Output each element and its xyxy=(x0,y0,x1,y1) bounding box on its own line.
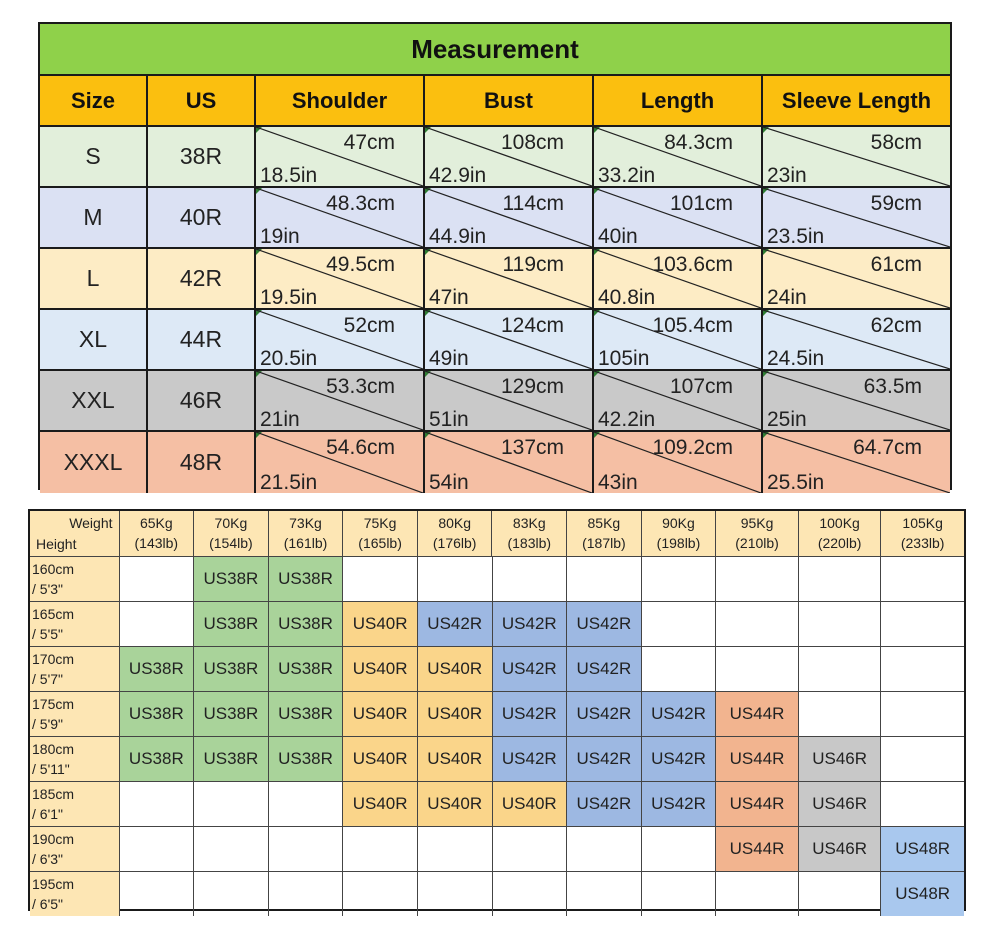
size-recommendation-cell: US42R xyxy=(567,782,642,826)
height-label xyxy=(30,872,120,916)
us-size-cell: 46R xyxy=(148,371,256,430)
size-recommendation-cell: US40R xyxy=(493,782,568,826)
size-recommendation-cell xyxy=(799,647,882,691)
weight-header xyxy=(492,511,567,556)
value-inch: 18.5in xyxy=(260,164,318,187)
size-recommendation-cell: US38R xyxy=(194,692,269,736)
value-cm: 48.3cm xyxy=(326,192,395,215)
value-inch: 20.5in xyxy=(260,347,318,370)
value-inch: 24in xyxy=(767,286,807,309)
size-recommendation-cell: US46R xyxy=(799,782,882,826)
value-cm: 103.6cm xyxy=(652,253,733,276)
weight-lb: (161lb) xyxy=(283,535,328,551)
measurement-row xyxy=(40,127,950,188)
height-cm: 175cm xyxy=(32,696,75,712)
measurement-cell xyxy=(594,310,763,369)
measurement-cell xyxy=(763,432,950,493)
size-recommendation-cell xyxy=(418,557,493,601)
value-inch: 19in xyxy=(260,225,300,248)
weight-header xyxy=(269,511,344,556)
size-recommendation-cell: US42R xyxy=(493,602,568,646)
size-recommendation-cell: US40R xyxy=(343,647,418,691)
size-cell: XXL xyxy=(40,371,148,430)
weight-kg: 90Kg xyxy=(662,515,695,531)
height-cm: 165cm xyxy=(32,606,75,622)
corner-weight-label: Weight xyxy=(69,515,113,531)
size-recommendation-cell xyxy=(881,737,964,781)
size-recommendation-cell: US40R xyxy=(343,737,418,781)
height-cm: 180cm xyxy=(32,741,75,757)
weight-lb: (210lb) xyxy=(735,535,779,551)
size-recommendation-cell xyxy=(493,557,568,601)
size-recommendation-cell xyxy=(716,557,799,601)
value-cm: 49.5cm xyxy=(326,253,395,276)
height-ft: / 6'3" xyxy=(32,851,63,867)
value-inch: 23in xyxy=(767,164,807,187)
weight-kg: 80Kg xyxy=(438,515,472,531)
size-recommendation-cell: US42R xyxy=(418,602,493,646)
header-bust: Bust xyxy=(425,76,594,125)
value-inch: 25in xyxy=(767,408,807,431)
value-inch: 21.5in xyxy=(260,471,318,494)
height-row xyxy=(30,737,964,782)
size-recommendation-cell xyxy=(493,872,568,916)
size-recommendation-cell xyxy=(642,827,717,871)
weight-header xyxy=(881,511,964,556)
measurement-cell xyxy=(256,371,425,430)
weight-lb: (233lb) xyxy=(900,535,945,551)
size-cell: S xyxy=(40,127,148,186)
height-ft: / 5'7" xyxy=(32,671,63,687)
weight-header xyxy=(120,511,195,556)
size-cell: XXXL xyxy=(40,432,148,493)
size-recommendation-cell xyxy=(269,872,344,916)
size-chart-header-row xyxy=(30,511,964,557)
value-cm: 62cm xyxy=(870,314,922,337)
measurement-cell xyxy=(256,127,425,186)
size-recommendation-cell xyxy=(567,827,642,871)
weight-kg: 75Kg xyxy=(363,515,397,531)
measurement-title: Measurement xyxy=(40,24,950,76)
value-cm: 119cm xyxy=(502,253,564,276)
measurement-cell xyxy=(425,371,594,430)
us-size-cell: 48R xyxy=(148,432,256,493)
value-cm: 108cm xyxy=(500,131,564,154)
measurement-cell xyxy=(594,371,763,430)
us-size-cell: 42R xyxy=(148,249,256,308)
height-label xyxy=(30,647,120,691)
height-label xyxy=(30,827,120,871)
weight-lb: (220lb) xyxy=(817,535,862,551)
size-recommendation-cell: US38R xyxy=(120,692,195,736)
measurement-cell xyxy=(256,188,425,247)
size-recommendation-cell: US42R xyxy=(567,602,642,646)
value-cm: 54.6cm xyxy=(326,436,395,459)
size-recommendation-cell xyxy=(194,827,269,871)
weight-lb: (143lb) xyxy=(134,535,179,551)
height-row xyxy=(30,557,964,602)
size-recommendation-cell: US48R xyxy=(881,872,964,916)
value-cm: 129cm xyxy=(500,375,564,398)
value-inch: 40.8in xyxy=(598,286,656,309)
size-recommendation-cell: US38R xyxy=(269,692,344,736)
height-ft: / 6'5" xyxy=(32,896,63,912)
height-cm: 190cm xyxy=(32,831,75,847)
value-cm: 114cm xyxy=(502,192,564,215)
value-inch: 43in xyxy=(598,471,638,494)
value-inch: 54in xyxy=(429,471,469,494)
size-cell: L xyxy=(40,249,148,308)
size-recommendation-cell xyxy=(567,557,642,601)
size-recommendation-cell xyxy=(799,872,882,916)
weight-lb: (154lb) xyxy=(209,535,253,551)
size-recommendation-cell: US42R xyxy=(493,647,568,691)
size-recommendation-cell xyxy=(716,872,799,916)
size-recommendation-cell: US42R xyxy=(493,737,568,781)
size-recommendation-cell xyxy=(716,647,799,691)
size-recommendation-cell: US38R xyxy=(269,602,344,646)
size-recommendation-cell xyxy=(642,602,717,646)
size-recommendation-cell xyxy=(799,602,882,646)
size-recommendation-cell xyxy=(269,782,344,826)
size-recommendation-cell xyxy=(343,827,418,871)
value-inch: 42.9in xyxy=(429,164,487,187)
value-inch: 23.5in xyxy=(767,225,825,248)
size-cell: M xyxy=(40,188,148,247)
size-recommendation-cell xyxy=(418,827,493,871)
weight-kg: 100Kg xyxy=(819,515,860,531)
us-size-cell: 44R xyxy=(148,310,256,369)
height-ft: / 5'3" xyxy=(32,581,63,597)
size-recommendation-cell: US38R xyxy=(269,557,344,601)
weight-kg: 70Kg xyxy=(214,515,248,531)
size-recommendation-cell: US42R xyxy=(567,737,642,781)
measurement-cell xyxy=(763,371,950,430)
size-chart-corner xyxy=(30,511,120,556)
value-inch: 25.5in xyxy=(767,471,825,494)
measurement-cell xyxy=(594,432,763,493)
value-inch: 24.5in xyxy=(767,347,825,370)
size-chart-grid xyxy=(28,509,966,911)
size-recommendation-cell: US38R xyxy=(269,737,344,781)
size-recommendation-cell xyxy=(418,872,493,916)
height-row xyxy=(30,692,964,737)
weight-header xyxy=(799,511,882,556)
size-recommendation-cell: US42R xyxy=(493,692,568,736)
size-recommendation-cell: US42R xyxy=(642,782,717,826)
weight-lb: (165lb) xyxy=(358,535,402,551)
size-recommendation-cell: US42R xyxy=(567,647,642,691)
measurement-body xyxy=(40,127,950,493)
size-recommendation-cell xyxy=(194,782,269,826)
weight-kg: 83Kg xyxy=(512,515,546,531)
value-cm: 59cm xyxy=(870,192,922,215)
value-inch: 40in xyxy=(598,225,638,248)
value-cm: 107cm xyxy=(669,375,733,398)
height-row xyxy=(30,647,964,692)
value-inch: 21in xyxy=(260,408,300,431)
value-cm: 84.3cm xyxy=(664,131,733,154)
weight-lb: (183lb) xyxy=(507,535,552,551)
size-recommendation-cell xyxy=(881,647,964,691)
value-cm: 124cm xyxy=(500,314,564,337)
height-label xyxy=(30,602,120,646)
size-recommendation-cell xyxy=(881,782,964,826)
measurement-table xyxy=(38,22,952,494)
height-row xyxy=(30,872,964,916)
header-length: Length xyxy=(594,76,763,125)
height-ft: / 5'5" xyxy=(32,626,63,642)
weight-kg: 85Kg xyxy=(587,515,621,531)
measurement-cell xyxy=(256,310,425,369)
size-recommendation-cell: US44R xyxy=(716,737,799,781)
height-cm: 170cm xyxy=(32,651,75,667)
measurement-cell xyxy=(425,188,594,247)
value-cm: 61cm xyxy=(870,253,922,276)
weight-header xyxy=(567,511,642,556)
measurement-cell xyxy=(594,127,763,186)
height-label xyxy=(30,692,120,736)
value-cm: 58cm xyxy=(870,131,922,154)
size-recommendation-cell xyxy=(120,602,195,646)
size-recommendation-cell xyxy=(881,557,964,601)
size-recommendation-cell xyxy=(567,872,642,916)
value-inch: 49in xyxy=(429,347,469,370)
weight-kg: 95Kg xyxy=(740,515,774,531)
size-recommendation-cell xyxy=(493,827,568,871)
size-recommendation-cell: US46R xyxy=(799,737,882,781)
measurement-cell xyxy=(763,310,950,369)
corner-height-label: Height xyxy=(36,536,77,552)
value-cm: 105.4cm xyxy=(652,314,733,337)
size-recommendation-cell: US40R xyxy=(343,692,418,736)
size-recommendation-cell: US40R xyxy=(418,782,493,826)
size-recommendation-cell: US40R xyxy=(418,737,493,781)
header-shoulder: Shoulder xyxy=(256,76,425,125)
height-row xyxy=(30,602,964,647)
size-cell: XL xyxy=(40,310,148,369)
size-recommendation-cell xyxy=(799,557,882,601)
size-recommendation-cell xyxy=(642,557,717,601)
weight-header xyxy=(343,511,418,556)
size-recommendation-cell xyxy=(343,557,418,601)
size-recommendation-cell: US42R xyxy=(642,692,717,736)
measurement-cell xyxy=(256,432,425,493)
weight-lb: (176lb) xyxy=(432,535,477,551)
weight-header xyxy=(194,511,269,556)
measurement-cell xyxy=(425,127,594,186)
size-recommendation-cell xyxy=(269,827,344,871)
weight-lb: (187lb) xyxy=(582,535,626,551)
measurement-cell xyxy=(425,310,594,369)
height-row xyxy=(30,782,964,827)
size-recommendation-cell: US40R xyxy=(418,647,493,691)
size-recommendation-cell xyxy=(716,602,799,646)
size-recommendation-cell: US38R xyxy=(194,737,269,781)
height-ft: / 6'1" xyxy=(32,806,63,822)
size-recommendation-cell: US38R xyxy=(194,602,269,646)
measurement-row xyxy=(40,310,950,371)
measurement-row xyxy=(40,249,950,310)
measurement-cell xyxy=(256,249,425,308)
measurement-cell xyxy=(594,188,763,247)
value-inch: 47in xyxy=(429,286,469,309)
size-recommendation-cell xyxy=(642,647,717,691)
height-cm: 185cm xyxy=(32,786,75,802)
value-cm: 52cm xyxy=(343,314,395,337)
us-size-cell: 38R xyxy=(148,127,256,186)
value-inch: 42.2in xyxy=(598,408,656,431)
us-size-cell: 40R xyxy=(148,188,256,247)
size-recommendation-cell xyxy=(194,872,269,916)
measurement-cell xyxy=(763,188,950,247)
measurement-cell xyxy=(425,249,594,308)
size-recommendation-cell xyxy=(120,782,195,826)
weight-header xyxy=(716,511,799,556)
measurement-cell xyxy=(425,432,594,493)
size-recommendation-cell: US40R xyxy=(418,692,493,736)
size-recommendation-cell: US44R xyxy=(716,827,799,871)
measurement-row xyxy=(40,432,950,493)
weight-kg: 73Kg xyxy=(289,515,322,531)
size-recommendation-cell xyxy=(120,827,195,871)
height-label xyxy=(30,782,120,826)
size-recommendation-cell xyxy=(120,557,195,601)
size-recommendation-cell: US48R xyxy=(881,827,964,871)
height-cm: 160cm xyxy=(32,561,75,577)
size-recommendation-cell: US44R xyxy=(716,692,799,736)
size-recommendation-cell: US40R xyxy=(343,602,418,646)
value-inch: 105in xyxy=(598,347,650,370)
size-recommendation-cell: US38R xyxy=(120,647,195,691)
height-label xyxy=(30,557,120,601)
measurement-cell xyxy=(763,249,950,308)
weight-kg: 105Kg xyxy=(902,515,943,531)
size-recommendation-cell xyxy=(881,692,964,736)
measurement-row xyxy=(40,371,950,432)
size-recommendation-cell xyxy=(120,872,195,916)
header-sleeve-length: Sleeve Length xyxy=(781,87,932,113)
height-label xyxy=(30,737,120,781)
size-recommendation-cell: US42R xyxy=(567,692,642,736)
weight-header xyxy=(642,511,717,556)
measurement-cell xyxy=(594,249,763,308)
size-recommendation-cell: US38R xyxy=(120,737,195,781)
size-recommendation-cell: US44R xyxy=(716,782,799,826)
measurement-header-row xyxy=(40,76,950,127)
value-inch: 44.9in xyxy=(429,225,487,248)
size-recommendation-cell xyxy=(881,602,964,646)
measurement-row xyxy=(40,188,950,249)
height-cm: 195cm xyxy=(32,876,75,892)
value-cm: 109.2cm xyxy=(652,436,733,459)
header-us: US xyxy=(148,76,256,125)
size-recommendation-cell: US40R xyxy=(343,782,418,826)
weight-kg: 65Kg xyxy=(139,515,173,531)
height-ft: / 5'11" xyxy=(32,761,70,777)
size-chart-body xyxy=(30,557,964,916)
value-cm: 63.5m xyxy=(863,375,922,398)
weight-lb: (198lb) xyxy=(656,535,701,551)
size-recommendation-cell: US38R xyxy=(194,557,269,601)
size-recommendation-cell xyxy=(799,692,882,736)
weight-header xyxy=(418,511,493,556)
value-inch: 51in xyxy=(429,408,469,431)
measurement-cell xyxy=(763,127,950,186)
size-recommendation-cell: US38R xyxy=(269,647,344,691)
size-recommendation-cell: US42R xyxy=(642,737,717,781)
value-cm: 101cm xyxy=(669,192,733,215)
size-recommendation-cell xyxy=(343,872,418,916)
size-recommendation-cell: US46R xyxy=(799,827,882,871)
value-cm: 53.3cm xyxy=(326,375,395,398)
value-cm: 47cm xyxy=(343,131,395,154)
height-ft: / 5'9" xyxy=(32,716,63,732)
value-cm: 137cm xyxy=(500,436,564,459)
height-row xyxy=(30,827,964,872)
size-recommendation-cell xyxy=(642,872,717,916)
value-inch: 19.5in xyxy=(260,286,318,309)
value-cm: 64.7cm xyxy=(853,436,922,459)
value-inch: 33.2in xyxy=(598,164,656,187)
size-recommendation-cell: US38R xyxy=(194,647,269,691)
header-size: Size xyxy=(40,76,148,125)
